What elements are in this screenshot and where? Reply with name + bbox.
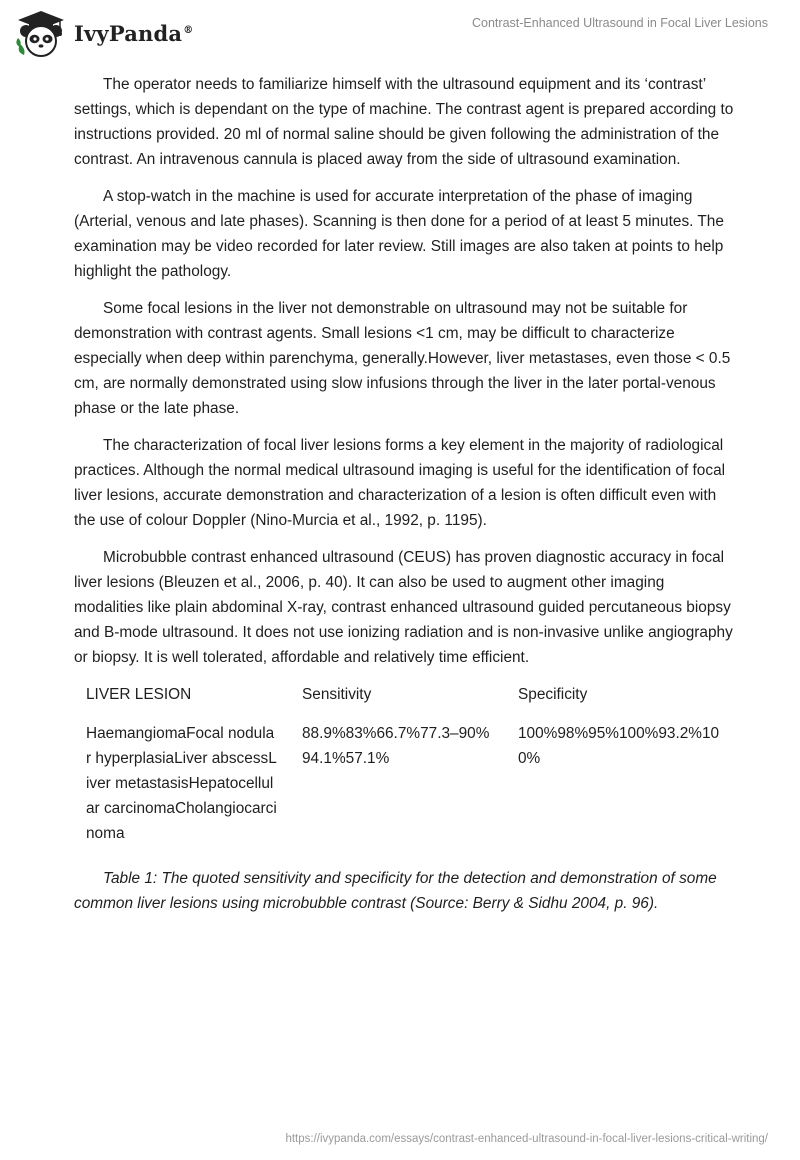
cell-lesions: HaemangiomaFocal nodular hyperplasiaLiver abscessLiver metastasisHepatocellular carcinomaCholangiocarcinoma — [86, 725, 277, 842]
table-caption: Table 1: The quoted sensitivity and specificity for the detection and demonstration of some common liver lesions using microbubble contrast (Source: Berry & Sidhu 2004, p. 96). — [74, 870, 717, 912]
column-header-lesion: LIVER LESION — [86, 686, 192, 703]
page-header — [0, 0, 800, 60]
brand-name: IvyPanda® — [74, 20, 194, 46]
ivypanda-logo[interactable] — [14, 8, 193, 58]
lesion-table — [74, 682, 734, 862]
paragraph: Microbubble contrast enhanced ultrasound (CEUS) has proven diagnostic accuracy in focal liver lesions (Bleuzen et al., 2006, p. 40). It can also be used to augment other imaging modalities like plain abdominal X-ray, contrast enhanced ultrasound guided percutaneous biopsy and B-mode ultrasound. It does not use ionizing radiation and is non-invasive unlike angiography or biopsy. It is well tolerated, affordable and relatively time efficient. — [74, 549, 733, 666]
paragraph: A stop-watch in the machine is used for accurate interpretation of the phase of imaging (Arterial, venous and late phases). Scanning is then done for a period of at least 5 minutes. The examination may be video recorded for later review. Still images are also taken at points to help highlight the pathology. — [74, 188, 724, 280]
document-title: Contrast-Enhanced Ultrasound in Focal Liver Lesions — [472, 16, 768, 30]
paragraph: Some focal lesions in the liver not demonstrable on ultrasound may not be suitable for demonstration with contrast agents. Small lesions <1 cm, may be difficult to characterize especially when deep within parenchyma, generally.However, liver metastases, even those < 0.5 cm, are normally demonstrated using slow infusions through the liver in the later portal-venous phase or the late phase. — [74, 300, 731, 417]
table-row — [74, 721, 734, 862]
cell-sensitivity: 88.9%83%66.7%77.3–90%94.1%57.1% — [302, 725, 490, 767]
table-header-row — [74, 682, 734, 721]
source-url-link[interactable]: https://ivypanda.com/essays/contrast-enhanced-ultrasound-in-focal-liver-lesions-critical-writing/ — [285, 1133, 768, 1145]
column-header-specificity: Specificity — [518, 686, 588, 703]
panda-graduate-icon — [14, 8, 68, 58]
paragraph: The characterization of focal liver lesions forms a key element in the majority of radiological practices. Although the normal medical ultrasound imaging is useful for the identification of focal liver lesions, accurate demonstration and characterization of a lesion is often difficult even with the use of colour Doppler (Nino-Murcia et al., 1992, p. 1195). — [74, 437, 726, 529]
paragraph: The operator needs to familiarize himself with the ultrasound equipment and its ‘contrast’ settings, which is dependant on the type of machine. The contrast agent is prepared according to instructions provided. 20 ml of normal saline should be given following the administration of the contrast. An intravenous cannula is placed away from the side of ultrasound examination. — [74, 76, 734, 168]
essay-body — [74, 72, 734, 916]
cell-specificity: 100%98%95%100%93.2%100% — [518, 725, 720, 767]
column-header-sensitivity: Sensitivity — [302, 686, 372, 703]
